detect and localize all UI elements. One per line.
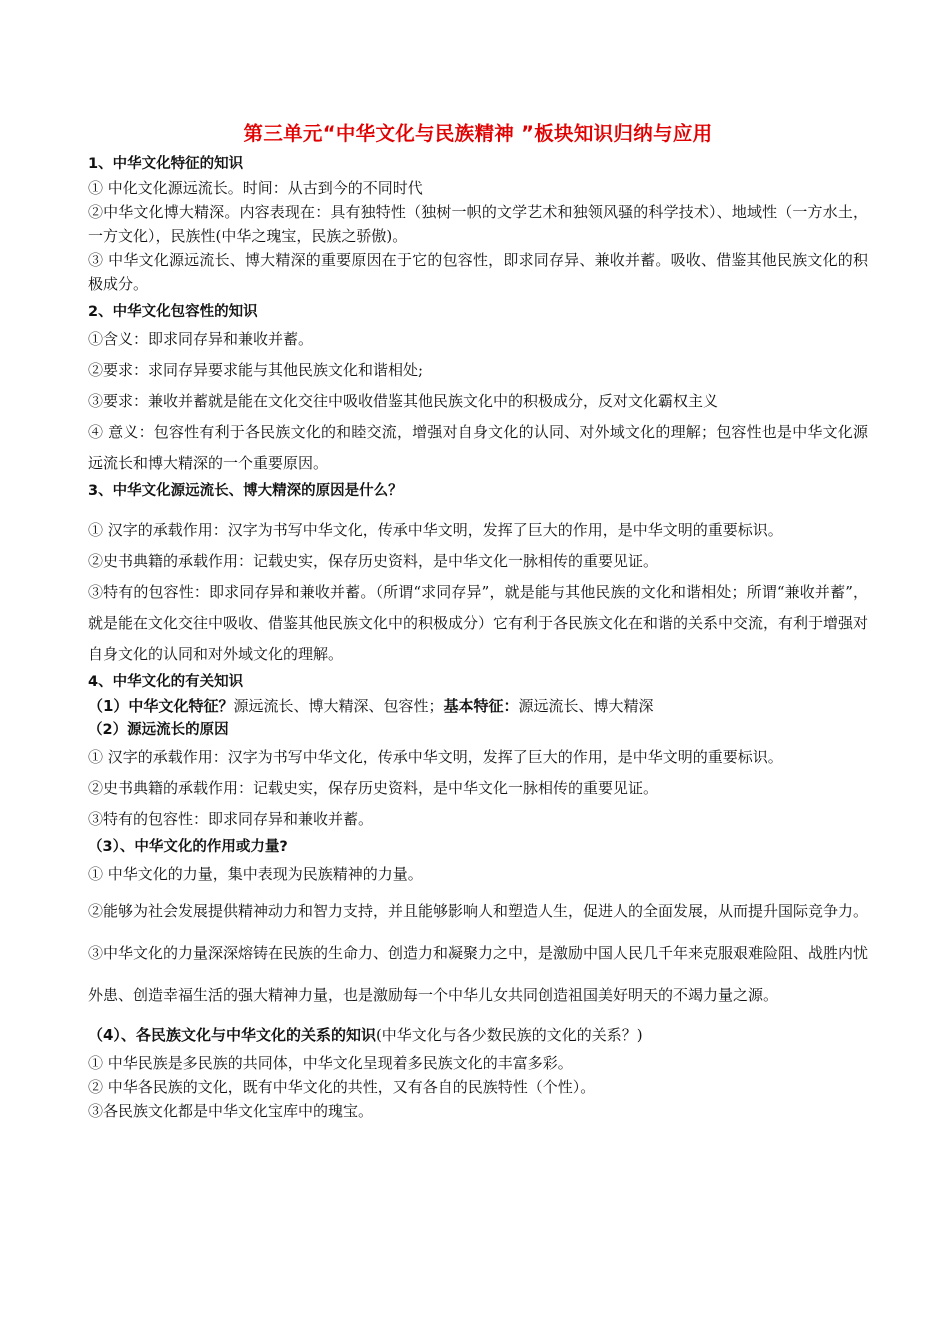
paragraph: ②史书典籍的承载作用：记载史实，保存历史资料，是中华文化一脉相传的重要见证。: [88, 779, 659, 797]
paragraph: ①含义：即求同存异和兼收并蓄。: [88, 330, 314, 348]
section-4-heading: 4、中华文化的有关知识: [88, 674, 244, 690]
subheading: （3）、中华文化的作用或力量?: [88, 839, 288, 855]
paragraph: ②中华文化博大精深。内容表现在：具有独特性（独树一帜的文学艺术和独领风骚的科学技术）、地域性（一方水土，一方文化），民族性(中华之瑰宝，民族之骄傲)。: [88, 203, 868, 245]
paragraph: ② 中华各民族的文化，既有中华文化的共性，又有各自的民族特性（个性）。: [88, 1078, 596, 1096]
paragraph: ③特有的包容性：即求同存异和兼收并蓄。: [88, 810, 374, 828]
paragraph: ④ 意义：包容性有利于各民族文化的和睦交流，增强对自身文化的认同、对外域文化的理解；包容性也是中华文化源远流长和博大精深的一个重要原因。: [88, 423, 868, 472]
paragraph: ②能够为社会发展提供精神动力和智力支持，并且能够影响人和塑造人生，促进人的全面发展，从而提升国际竞争力。: [88, 902, 869, 920]
section-3-heading: 3、中华文化源远流长、博大精深的原因是什么？: [88, 483, 403, 499]
inline-text: (中华文化与各少数民族的文化的关系？): [375, 1026, 643, 1044]
paragraph: ① 汉字的承载作用：汉字为书写中华文化，传承中华文明，发挥了巨大的作用，是中华文明的重要标识。: [88, 521, 783, 539]
section-1-heading: 1、中华文化特征的知识: [88, 156, 244, 172]
paragraph: ③要求：兼收并蓄就是能在文化交往中吸收借鉴其他民族文化中的积极成分，反对文化霸权主义: [88, 392, 719, 410]
paragraph: ③ 中华文化源远流长、博大精深的重要原因在于它的包容性，即求同存异、兼收并蓄。吸收、借鉴其他民族文化的积极成分。: [88, 251, 868, 293]
paragraph: [88, 694, 868, 718]
paragraph: ① 中化文化源远流长。时间：从古到今的不同时代: [88, 179, 423, 197]
paragraph: ① 中华文化的力量，集中表现为民族精神的力量。: [88, 865, 423, 883]
document-page: [88, 118, 868, 1123]
inline-text: 源远流长、博大精深、包容性；: [233, 697, 444, 715]
page-title: 第三单元“中华文化与民族精神 ”板块知识归纳与应用: [243, 122, 713, 145]
paragraph: ②要求：求同存异要求能与其他民族文化和谐相处;: [88, 361, 424, 379]
subheading: （4）、各民族文化与中华文化的关系的知识: [88, 1026, 376, 1044]
paragraph: [88, 1020, 868, 1051]
subheading: （2）源远流长的原因: [88, 722, 229, 738]
paragraph: ②史书典籍的承载作用：记载史实，保存历史资料，是中华文化一脉相传的重要见证。: [88, 552, 659, 570]
section-2-heading: 2、中华文化包容性的知识: [88, 304, 258, 320]
paragraph: ③中华文化的力量深深熔铸在民族的生命力、创造力和凝聚力之中，是激励中国人民几千年来克服艰难险阻、战胜内忧外患、创造幸福生活的强大精神力量，也是激励每一个中华儿女共同创造祖国美好明天的不竭力量之源。: [88, 944, 869, 1004]
paragraph: ③特有的包容性：即求同存异和兼收并蓄。（所谓“求同存异”，就是能与其他民族的文化和谐相处；所谓“兼收并蓄”，就是能在文化交往中吸收、借鉴其他民族文化中的积极成分）它有利于各民族文化在和谐的关系中交流，有利于增强对自身文化的认同和对外域文化的理解。: [88, 583, 869, 663]
paragraph: ① 汉字的承载作用：汉字为书写中华文化，传承中华文明，发挥了巨大的作用，是中华文明的重要标识。: [88, 748, 783, 766]
paragraph: ① 中华民族是多民族的共同体，中华文化呈现着多民族文化的丰富多彩。: [88, 1054, 573, 1072]
inline-text: 源远流长、博大精深: [518, 697, 654, 715]
subheading: （1）中华文化特征？: [88, 697, 234, 715]
subheading: 基本特征：: [443, 697, 519, 715]
paragraph: ③各民族文化都是中华文化宝库中的瑰宝。: [88, 1102, 374, 1120]
